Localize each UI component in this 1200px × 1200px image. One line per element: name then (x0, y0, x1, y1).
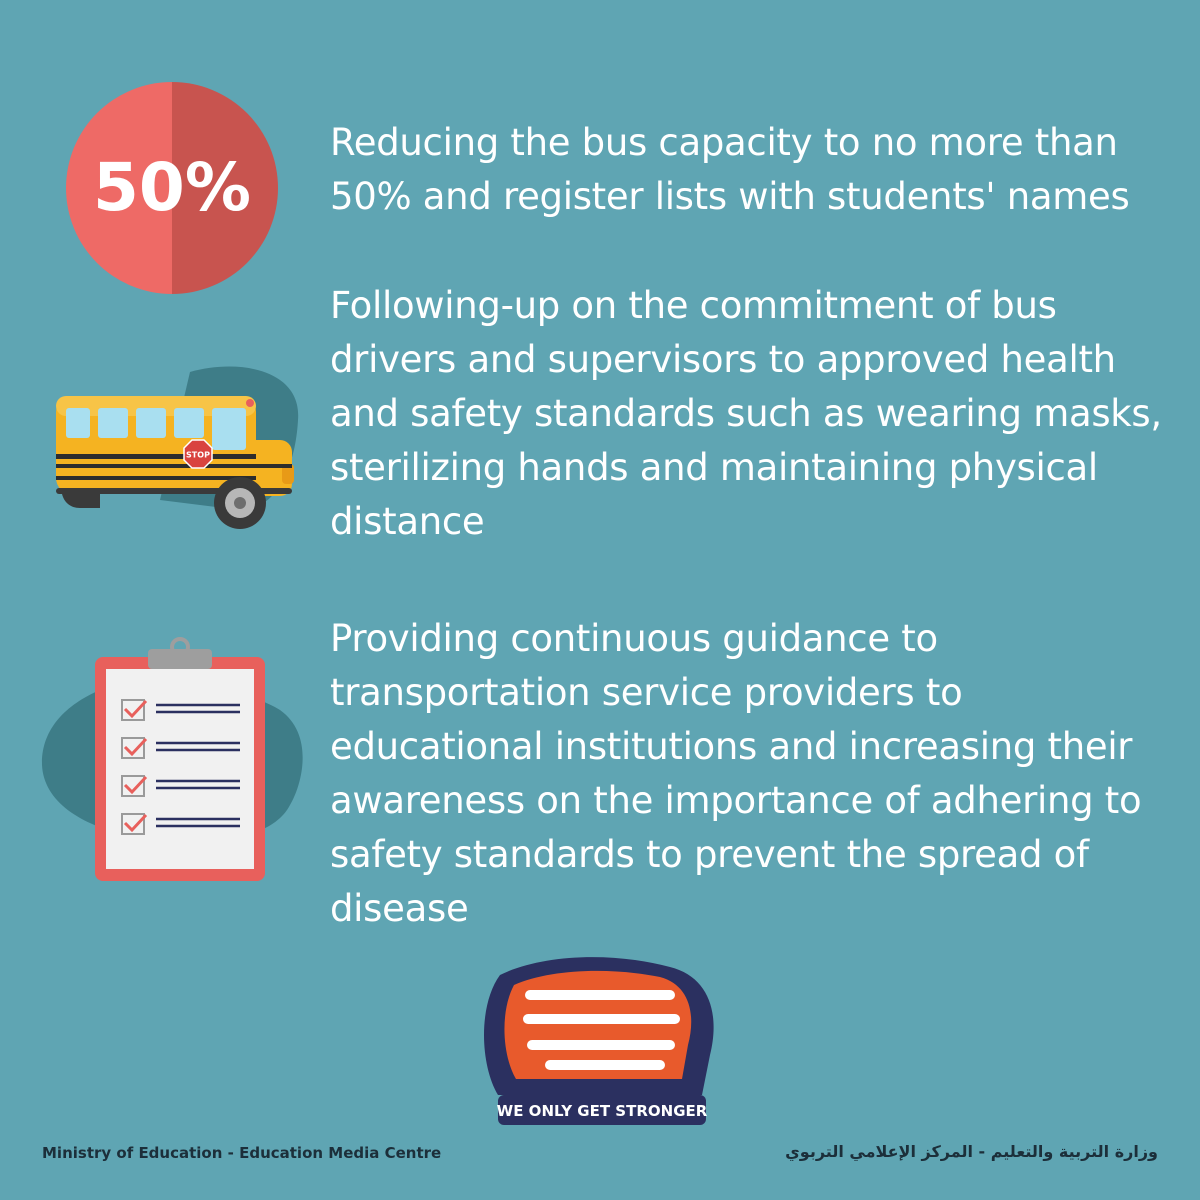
footer-ministry-en: Ministry of Education - Education Media Centre (42, 1144, 442, 1162)
logo-tagline: WE ONLY GET STRONGER (496, 1102, 708, 1120)
campaign-logo (470, 955, 730, 1135)
item-text-driver-commitment: Following-up on the commitment of bus drivers and supervisors to approved health and safety standards such as wearing masks, sterilizing hands and maintaining physical distance (330, 284, 1162, 543)
stop-sign-text: STOP (186, 450, 210, 460)
school-bus-icon (40, 360, 310, 540)
item-text-continuous-guidance: Providing continuous guidance to transportation service providers to educational institutions and increasing their awareness on the importance of adhering to safety standards to prevent the spread of disease (330, 617, 1142, 930)
footer-ministry-ar: وزارة التربية والتعليم - المركز الإعلامي التربوي (785, 1142, 1158, 1161)
item-text-bus-capacity: Reducing the bus capacity to no more than 50% and register lists with students' names (330, 121, 1130, 218)
percent-badge: 50% (93, 149, 251, 226)
clipboard-checklist-icon (40, 635, 310, 885)
